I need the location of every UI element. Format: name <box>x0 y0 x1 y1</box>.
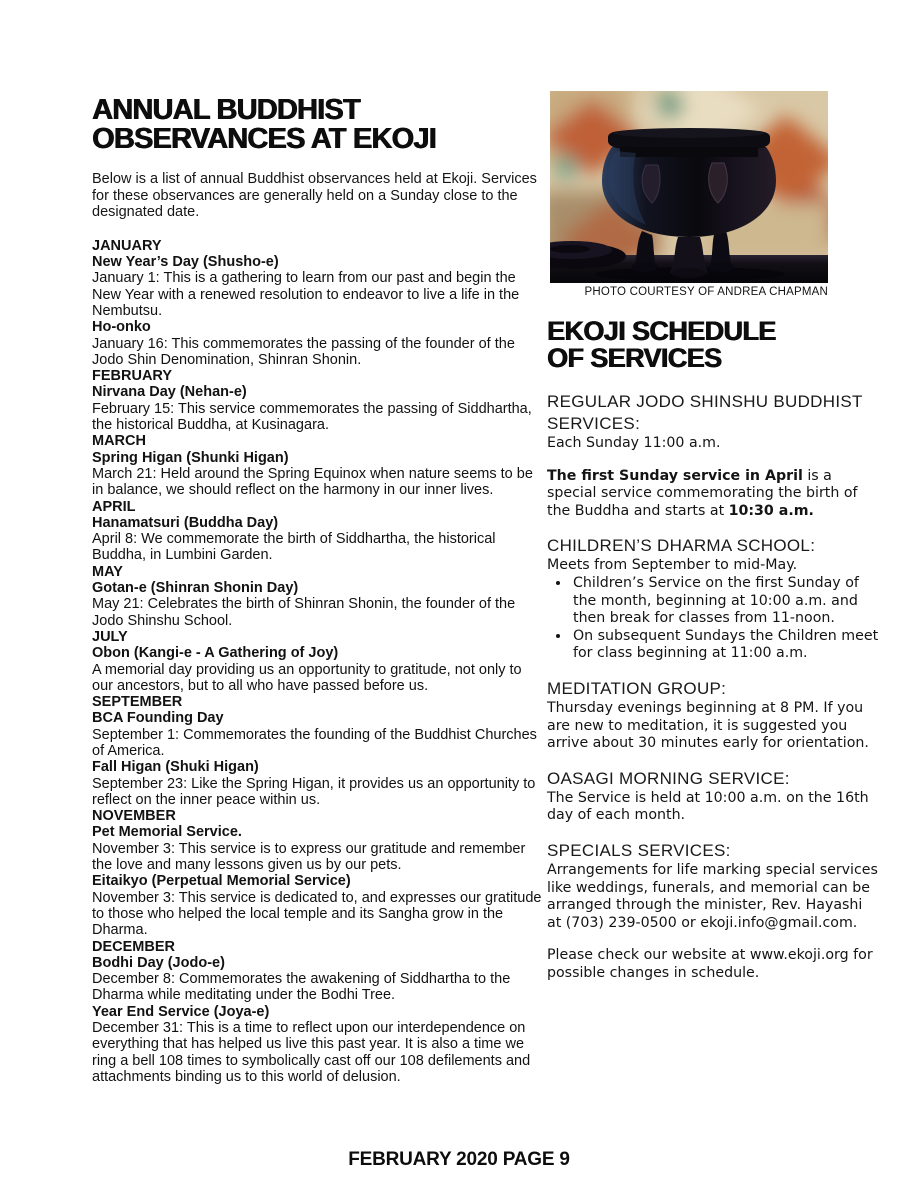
event-description: January 16: This commemorates the passing of the founder of the Jodo Shin Denomination, Shinran Shonin. <box>92 335 515 368</box>
event-description: January 1: This is a gathering to learn from our past and begin the New Year with a renewed resolution to endeavor to live a life in the Nembutsu. <box>92 270 520 319</box>
event-description: September 23: Like the Spring Higan, it provides us an opportunity to reflect on the inner peace within us. <box>92 775 536 808</box>
schedule-section <box>547 391 879 453</box>
right-column <box>547 91 879 997</box>
month-header: NOVEMBER <box>92 808 176 825</box>
month-group <box>92 694 544 808</box>
event-title: BCA Founding Day <box>92 710 224 727</box>
page-title-line-1: ANNUAL BUDDHIST <box>92 94 360 126</box>
section-heading: OASAGI MORNING SERVICE: <box>547 768 790 788</box>
section-paragraph <box>547 947 879 982</box>
incense-burner-photo <box>550 91 828 283</box>
event-description: A memorial day providing us an opportunity to gratitude, not only to our ancestors, but to all who have passed before us. <box>92 661 522 694</box>
bold-text-segment: 10:30 a.m. <box>728 502 814 519</box>
event-description: November 3: This service is dedicated to, and expresses our gratitude to those who helped the local temple and its Sangha grow in the Dharma. <box>92 889 542 939</box>
month-header: DECEMBER <box>92 938 175 955</box>
schedule-section <box>547 840 879 932</box>
event-description: September 1: Commemorates the founding of the Buddhist Churches of America. <box>92 726 537 759</box>
section-paragraph <box>547 862 879 932</box>
event-title: Bodhi Day (Jodo-e) <box>92 954 225 971</box>
bullet-item: • Children’s Service on the first Sunday of the month, beginning at 10:00 a.m. and then break for classes from 11-noon. <box>571 575 879 628</box>
event-description: November 3: This service is to express our gratitude and remember the love and many lessons given us by our pets. <box>92 840 526 874</box>
section-paragraph <box>547 700 879 753</box>
page-footer: FEBRUARY 2020 PAGE 9 <box>348 1149 570 1170</box>
month-header: APRIL <box>92 498 136 515</box>
month-group <box>92 238 544 368</box>
event-description: April 8: We commemorate the birth of Siddhartha, the historical Buddha, in Lumbini Garden. <box>92 531 496 564</box>
month-group <box>92 499 544 564</box>
section-heading: REGULAR JODO SHINSHU BUDDHIST SERVICES: <box>547 392 863 433</box>
text-segment: Each Sunday 11:00 a.m. <box>547 435 721 451</box>
incense-burner-illustration <box>550 91 828 283</box>
schedule-section <box>547 678 879 753</box>
month-group <box>92 433 544 498</box>
event-description: December 31: This is a time to reflect upon our interdependence on everything that has helped us live this past year. It is also a time we ring a bell 108 times to symbolically cast off our 108 defilements and attachments binding us to this world of delusion. <box>92 1020 531 1085</box>
event-title: Gotan-e (Shinran Shonin Day) <box>92 580 299 597</box>
text-segment: is a special service commemorating the birth of the Buddha and starts at <box>547 467 858 519</box>
month-group <box>92 564 544 629</box>
intro-paragraph: Below is a list of annual Buddhist observances held at Ekoji. Services for these observances are generally held on a Sunday close to the designated date. <box>92 171 537 221</box>
event-title: Pet Memorial Service. <box>92 824 242 841</box>
event-title: Nirvana Day (Nehan-e) <box>92 384 247 401</box>
month-header: FEBRUARY <box>92 368 173 385</box>
left-column <box>92 96 544 1085</box>
event-description: May 21: Celebrates the birth of Shinran Shonin, the founder of the Jodo Shinshu School. <box>92 596 516 629</box>
event-title: Eitaikyo (Perpetual Memorial Service) <box>92 873 351 890</box>
event-title: Year End Service (Joya-e) <box>92 1003 270 1020</box>
section-heading: CHILDREN’S DHARMA SCHOOL: <box>547 536 816 556</box>
event-description: February 15: This service commemorates the passing of Siddhartha, the historical Buddha, at Kusinagara. <box>92 400 532 434</box>
page-title <box>92 96 544 154</box>
bullet-item: • On subsequent Sundays the Children meet for class beginning at 11:00 a.m. <box>571 628 879 663</box>
page-title-line-2: OBSERVANCES AT EKOJI <box>92 123 436 155</box>
text-segment: Please check our website at www.ekoji.org for possible changes in schedule. <box>547 947 873 981</box>
month-header: JULY <box>92 628 128 645</box>
photo-caption: PHOTO COURTESY OF ANDREA CHAPMAN <box>584 286 828 298</box>
month-header: JANUARY <box>92 237 162 254</box>
section-paragraph <box>547 435 879 453</box>
schedule-title-line-1: EKOJI SCHEDULE <box>547 316 776 346</box>
schedule-section <box>547 768 879 825</box>
section-paragraph <box>547 468 879 521</box>
month-header: MARCH <box>92 433 146 450</box>
observances-list <box>92 238 544 1085</box>
month-header: MAY <box>92 563 123 580</box>
event-description: December 8: Commemorates the awakening of Siddhartha to the Dharma while meditating under the Bodhi Tree. <box>92 971 511 1004</box>
text-segment: Arrangements for life marking special services like weddings, funerals, and memorial can be arranged through the minister, Rev. Hayashi at (703) 239-0500 or ekoji.info@gmail.com. <box>547 861 878 931</box>
text-segment: The Service is held at 10:00 a.m. on the 16th day of each month. <box>547 789 869 824</box>
schedule-section <box>547 947 879 982</box>
bold-text-segment: The first Sunday service in April <box>547 467 803 484</box>
section-paragraph <box>547 790 879 825</box>
event-title: Ho-onko <box>92 319 151 336</box>
schedule-title-line-2: OF SERVICES <box>547 342 722 373</box>
schedule-title <box>547 318 879 371</box>
text-segment: Meets from September to mid-May. <box>547 557 798 574</box>
schedule-sections <box>547 391 879 982</box>
event-title: Hanamatsuri (Buddha Day) <box>92 514 279 531</box>
month-group <box>92 808 544 938</box>
event-title: New Year’s Day (Shusho-e) <box>92 254 279 271</box>
schedule-section <box>547 535 879 663</box>
event-title: Spring Higan (Shunki Higan) <box>92 449 289 466</box>
section-heading: SPECIALS SERVICES: <box>547 840 731 860</box>
section-heading: MEDITATION GROUP: <box>547 678 727 698</box>
bullet-list <box>547 575 879 663</box>
month-group <box>92 939 544 1086</box>
event-title: Fall Higan (Shuki Higan) <box>92 759 259 776</box>
event-title: Obon (Kangi-e - A Gathering of Joy) <box>92 645 339 662</box>
text-segment: Thursday evenings beginning at 8 PM. If you are new to meditation, it is suggested you arrive about 30 minutes early for orientation. <box>547 699 869 752</box>
section-paragraph <box>547 557 879 575</box>
event-description: March 21: Held around the Spring Equinox when nature seems to be in balance, we should reflect on the harmony in our inner lives. <box>92 465 533 499</box>
month-group <box>92 368 544 433</box>
month-group <box>92 629 544 694</box>
schedule-section <box>547 468 879 521</box>
month-header: SEPTEMBER <box>92 694 183 711</box>
